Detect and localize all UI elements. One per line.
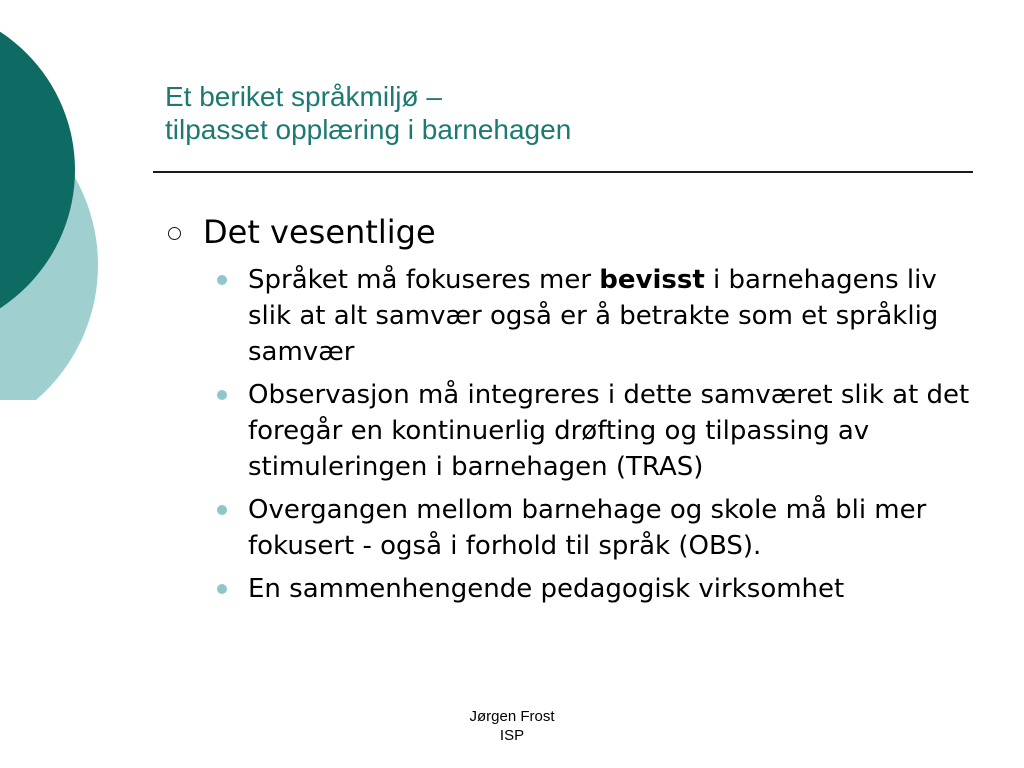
footer-author: Jørgen Frost bbox=[469, 708, 555, 725]
bullet-text: En sammenhengende pedagogisk virksomhet bbox=[248, 574, 845, 604]
bullet-bold-text: bevisst bbox=[599, 265, 705, 295]
bullet-dot-icon bbox=[217, 275, 227, 285]
bullet-text: Språket må fokuseres mer bbox=[248, 265, 600, 295]
hollow-circle-bullet-icon bbox=[168, 227, 181, 240]
bullet-text-continued: i barnehagens liv slik at alt samvær også er å betrakte som et språklig samvær bbox=[248, 265, 939, 367]
bullet-list bbox=[217, 262, 977, 614]
slide-title bbox=[165, 80, 571, 146]
bullet-text: Overgangen mellom barnehage og skole må bli mer fokusert - også i forhold til språk (OBS). bbox=[248, 495, 927, 561]
title-line-2: tilpasset opplæring i barnehagen bbox=[165, 114, 572, 145]
bullet-item bbox=[217, 377, 977, 485]
bullet-dot-icon bbox=[217, 390, 227, 400]
title-line-1: Et beriket språkmiljø – bbox=[165, 81, 442, 112]
bullet-item bbox=[217, 262, 977, 370]
footer-institution: ISP bbox=[499, 727, 525, 744]
bullet-dot-icon bbox=[217, 584, 227, 594]
heading-text: Det vesentlige bbox=[203, 213, 436, 251]
bullet-item bbox=[217, 571, 977, 607]
bullet-item bbox=[217, 492, 977, 564]
decorative-circles bbox=[0, 0, 110, 400]
bullet-text: Observasjon må integreres i dette samværet slik at det foregår en kontinuerlig drøfting og tilpassing av stimuleringen i barnehagen (TRAS) bbox=[248, 380, 970, 482]
bullet-dot-icon bbox=[217, 505, 227, 515]
title-divider bbox=[153, 171, 973, 173]
footer bbox=[422, 707, 602, 745]
